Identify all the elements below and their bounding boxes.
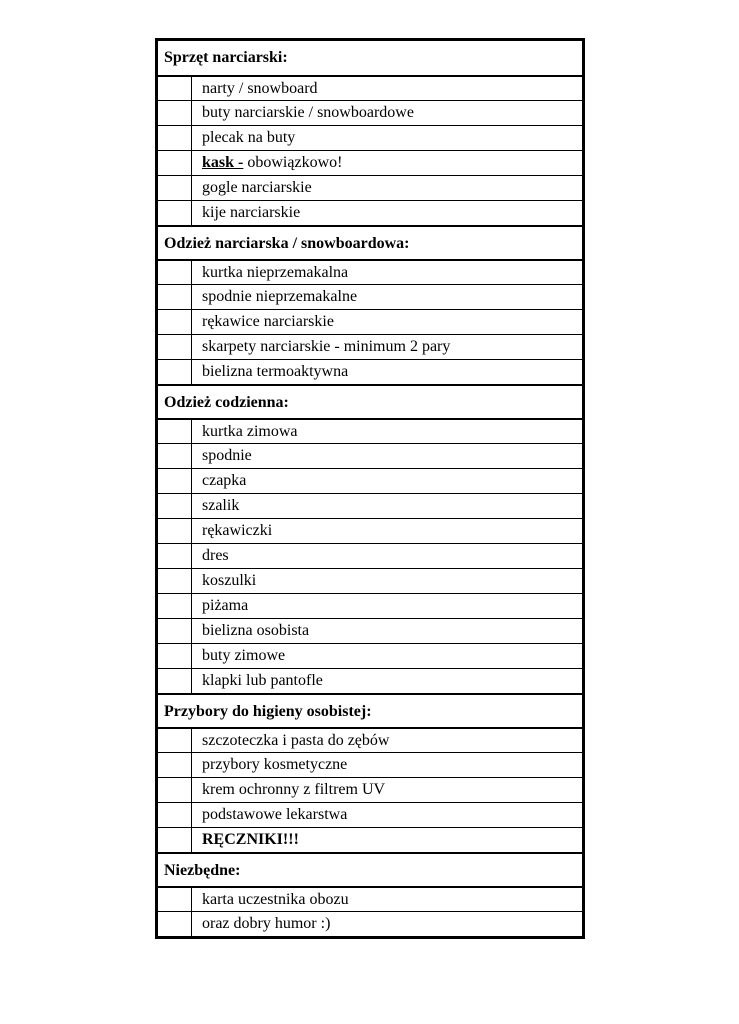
checklist-item-label: podstawowe lekarstwa [202,806,348,823]
checklist-item-label: karta uczestnika obozu [202,891,349,908]
checkbox-cell[interactable] [158,261,192,284]
checkbox-cell[interactable] [158,77,192,100]
checklist-row [158,175,582,200]
checkbox-cell[interactable] [158,803,192,827]
checklist-item-label: spodnie [202,447,252,464]
section-title: Odzież narciarska / snowboardowa: [158,225,582,259]
checklist-row [158,359,582,384]
checklist-item-label: buty zimowe [202,647,286,664]
checklist-row [158,911,582,936]
checklist-item-label: narty / snowboard [202,80,318,97]
checklist-item-label: plecak na buty [202,129,296,146]
checklist-row [158,543,582,568]
emphasis-text: RĘCZNIKI!!! [202,831,299,848]
checklist-item-label: szalik [202,497,240,514]
checklist-row [158,618,582,643]
checklist-row [158,643,582,668]
checklist-row [158,468,582,493]
checklist-row [158,284,582,309]
checklist-item-label: kurtka zimowa [202,423,298,440]
section-items [158,886,582,936]
checklist-row [158,593,582,618]
checklist-row [158,309,582,334]
checklist-row [158,802,582,827]
packing-checklist-table [155,38,585,939]
checklist-row [158,443,582,468]
section-items [158,727,582,852]
checklist-item-label: czapka [202,472,247,489]
checkbox-cell[interactable] [158,778,192,802]
checklist-item-label [192,151,582,175]
checkbox-cell[interactable] [158,912,192,936]
checkbox-cell[interactable] [158,101,192,125]
checkbox-cell[interactable] [158,669,192,693]
checklist-item-label: kurtka nieprzemakalna [202,264,349,281]
checklist-row [158,259,582,284]
checkbox-cell[interactable] [158,285,192,309]
checklist-item-label: szczoteczka i pasta do zębów [202,732,390,749]
emphasis-text: kask - [202,154,244,171]
checklist-row [158,75,582,100]
checklist-row [158,827,582,852]
checklist-row [158,150,582,175]
checkbox-cell[interactable] [158,888,192,911]
checklist-section [158,41,582,225]
checkbox-cell[interactable] [158,335,192,359]
section-title: Przybory do higieny osobistej: [158,693,582,727]
checkbox-cell[interactable] [158,176,192,200]
checklist-item-label: spodnie nieprzemakalne [202,288,358,305]
checkbox-cell[interactable] [158,729,192,752]
checklist-item-label: przybory kosmetyczne [202,756,348,773]
section-title: Sprzęt narciarski: [164,49,288,66]
checklist-section [158,693,582,852]
checklist-item-label: oraz dobry humor :) [202,915,331,932]
checklist-section [158,225,582,384]
checklist-item-label: kije narciarskie [202,204,301,221]
checkbox-cell[interactable] [158,828,192,852]
checkbox-cell[interactable] [158,126,192,150]
checklist-row [158,568,582,593]
checklist-item-label: rękawiczki [202,522,273,539]
checkbox-cell[interactable] [158,569,192,593]
checklist-item-label [192,828,582,852]
checklist-row [158,886,582,911]
checklist-item-label: skarpety narciarskie - minimum 2 pary [202,338,451,355]
checklist-row [158,752,582,777]
checklist-row [158,200,582,225]
checklist-item-label: rękawice narciarskie [202,313,334,330]
checklist-row [158,334,582,359]
section-items [158,418,582,693]
checkbox-cell[interactable] [158,469,192,493]
checklist-row [158,125,582,150]
checklist-item-label: bielizna termoaktywna [202,363,349,380]
checklist-item-label: klapki lub pantofle [202,672,323,689]
checklist-item-label: bielizna osobista [202,622,310,639]
checklist-row [158,100,582,125]
checklist-row [158,493,582,518]
checklist-row [158,418,582,443]
section-title: Odzież codzienna: [158,384,582,418]
checklist-item-label: piżama [202,597,249,614]
checklist-section [158,384,582,693]
checkbox-cell[interactable] [158,753,192,777]
checkbox-cell[interactable] [158,644,192,668]
checkbox-cell[interactable] [158,420,192,443]
section-title: Niezbędne: [158,852,582,886]
checkbox-cell[interactable] [158,201,192,225]
section-items [158,75,582,225]
checkbox-cell[interactable] [158,494,192,518]
checklist-row [158,518,582,543]
checklist-item-label: gogle narciarskie [202,179,312,196]
checklist-item-label: dres [202,547,229,564]
checklist-row [158,777,582,802]
checklist-item-label: krem ochronny z filtrem UV [202,781,386,798]
item-text-rest: obowiązkowo! [243,154,343,171]
checkbox-cell[interactable] [158,360,192,384]
checkbox-cell[interactable] [158,519,192,543]
checklist-row [158,727,582,752]
checklist-section [158,852,582,936]
checkbox-cell[interactable] [158,594,192,618]
checklist-row [158,668,582,693]
checklist-item-label: koszulki [202,572,257,589]
checkbox-cell[interactable] [158,444,192,468]
checkbox-cell[interactable] [158,310,192,334]
checkbox-cell[interactable] [158,619,192,643]
checkbox-cell[interactable] [158,544,192,568]
checkbox-cell[interactable] [158,151,192,175]
checklist-item-label: buty narciarskie / snowboardowe [202,104,414,121]
section-items [158,259,582,384]
